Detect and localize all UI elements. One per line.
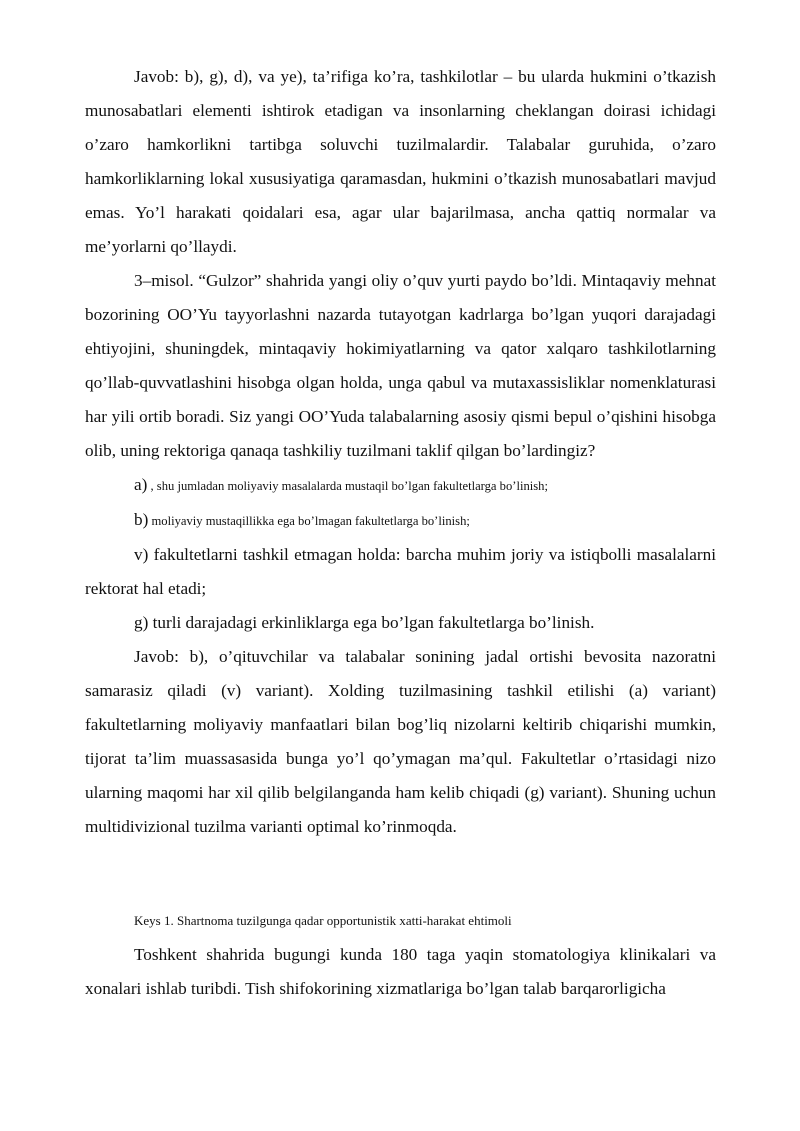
case-1-heading: Keys 1. Shartnoma tuzilgunga qadar opportunistik xatti-harakat ehtimoli (134, 913, 512, 928)
option-a-marker: a) (134, 475, 148, 494)
option-b-text: moliyaviy mustaqillikka ega bo’lmagan fakultetlarga bo’linish; (148, 514, 470, 528)
option-b-marker: b) (134, 510, 149, 529)
example-3-paragraph: 3–misol. “Gulzor” shahrida yangi oliy o’quv yurti paydo bo’ldi. Mintaqaviy mehnat bozorining OO’Yu tayyorlashni nazarda tutayotgan kadrlarga bo’lgan yuqori darajadagi ehtiyojini, shuningdek, mintaqaviy hokimiyatlarning va qator xalqaro tashkilotlarning qo’llab-quvvatlashini hisobga olgan holda, unga qabul va mutaxassisliklar nomenklaturasi har yili ortib boradi. Siz yangi OO’Yuda talabalarning asosiy qismi bepul o’qishini hisobga olib, uning rektoriga qanaqa tashkiliy tuzilmani taklif qilgan bo’lardingiz? (85, 271, 716, 460)
answer-paragraph-3: Javob: b), o’qituvchilar va talabalar sonining jadal ortishi bevosita nazoratni samarasiz qiladi (v) variant). Xolding tuzilmasining tashkil etilishi (a) variant) fakultetlarning moliyaviy manfaatlari bilan bog’liq nizolarni keltirib chiqarishi mumkin, tijorat ta’lim muassasasida bunga yo’l qo’ymagan ma’qul. Fakultetlar o’rtasidagi nizo ularning maqomi har xil qilib belgilanganda ham kelib chiqadi (g) variant). Shuning uchun multidivizional tuzilma varianti optimal ko’rinmoqda. (85, 647, 716, 836)
option-b (85, 503, 716, 538)
option-a (85, 468, 716, 503)
section-spacer (85, 844, 716, 904)
answer-paragraph-1: Javob: b), g), d), va ye), ta’rifiga ko’ra, tashkilotlar – bu ularda hukmini o’tkazish munosabatlari elementi ishtirok etadigan va insonlarning cheklangan doirasi ichidagi o’zaro hamkorlikni tartibga soluvchi tuzilmalardir. Talabalar guruhida, o’zaro hamkorliklarning lokal xususiyatiga qaramasdan, hukmini o’tkazish munosabatlari mavjud emas. Yo’l harakati qoidalari esa, agar ular bajarilmasa, ancha qattiq normalar va me’yorlarni qo’llaydi. (85, 67, 716, 256)
document-page (85, 60, 716, 1006)
option-v: v) fakultetlarni tashkil etmagan holda: barcha muhim joriy va istiqbolli masalalarni rektorat hal etadi; (85, 545, 716, 598)
option-a-text: , shu jumladan moliyaviy masalalarda mustaqil bo’lgan fakultetlarga bo’linish; (147, 479, 548, 493)
case-1-paragraph: Toshkent shahrida bugungi kunda 180 taga yaqin stomatologiya klinikalari va xonalari ishlab turibdi. Tish shifokorining xizmatlariga bo’lgan talab barqarorligicha (85, 945, 716, 998)
option-g: g) turli darajadagi erkinliklarga ega bo’lgan fakultetlarga bo’linish. (134, 613, 595, 632)
